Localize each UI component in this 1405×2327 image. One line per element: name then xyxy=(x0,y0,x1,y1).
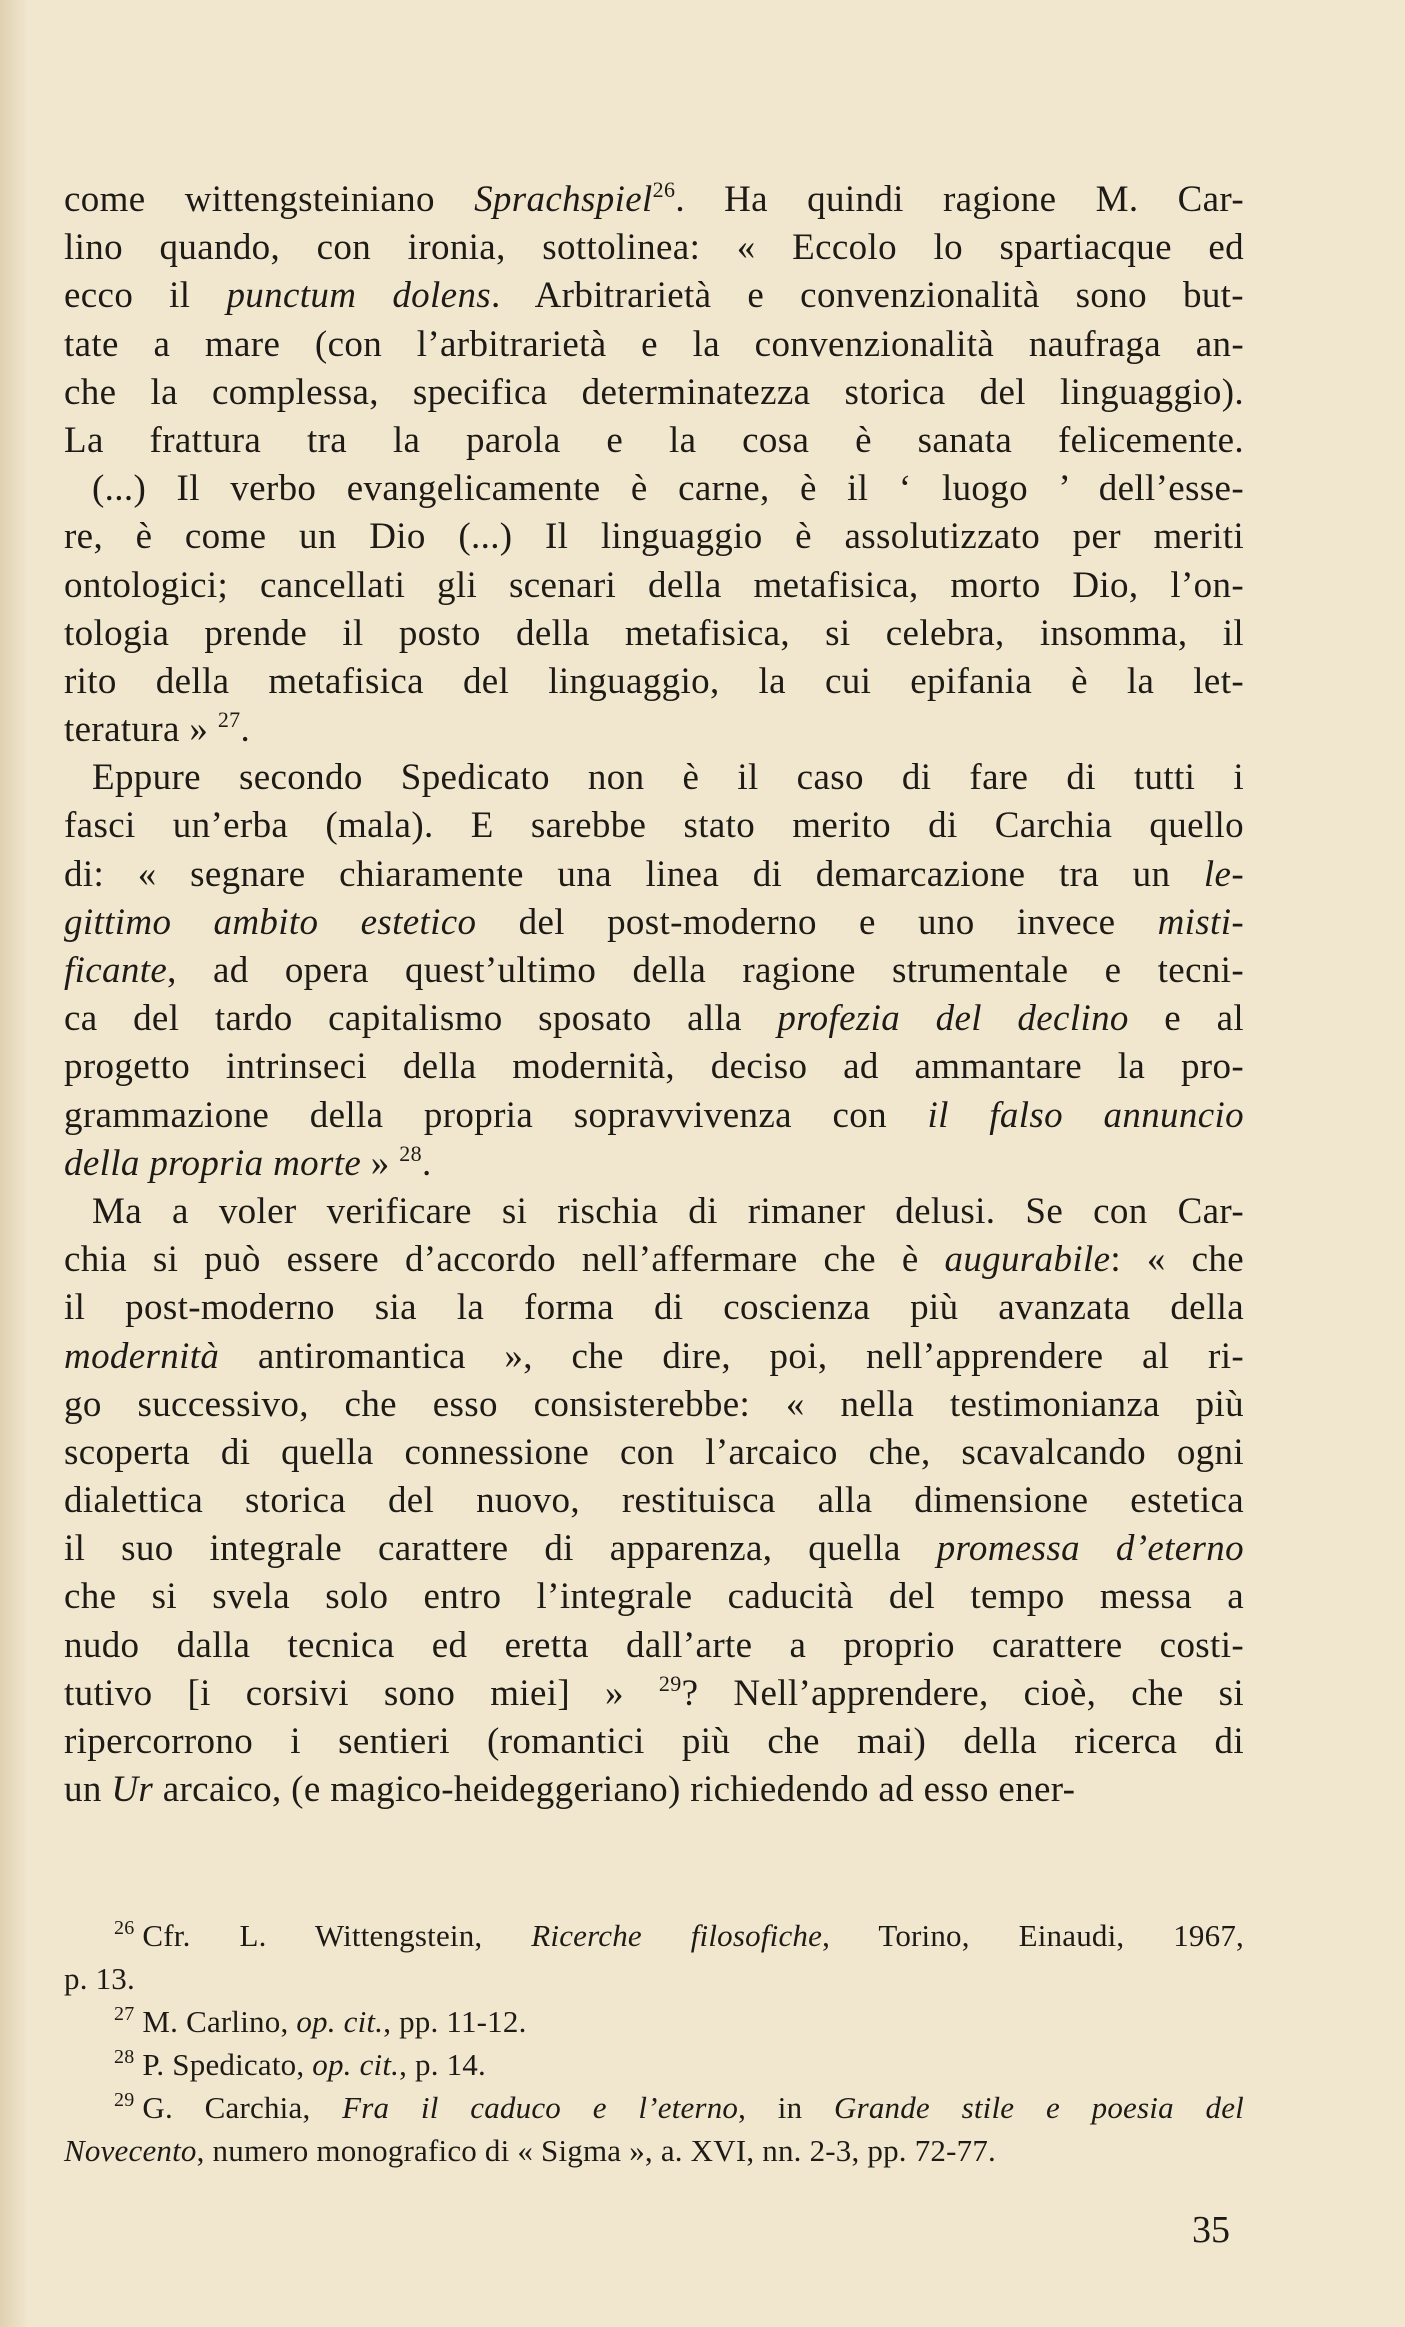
text-run: ecco il xyxy=(64,275,227,317)
text-run: , pp. 11-12. xyxy=(383,2004,527,2039)
text-run: La frattura tra la parola e la cosa è sanata felicemente. xyxy=(64,419,1244,461)
text-line xyxy=(64,1766,1244,1814)
text-run: Cfr. L. Wittengstein, xyxy=(142,1918,532,1953)
text-run: ontologici; cancellati gli scenari della metafisica, morto Dio, l’on- xyxy=(64,564,1244,606)
text-run: che si svela solo entro l’integrale caducità del tempo messa a xyxy=(64,1576,1244,1618)
text-line xyxy=(64,417,1244,465)
text-line xyxy=(64,176,1244,224)
text-run: ? Nell’apprendere, cioè, che si xyxy=(681,1672,1244,1714)
text-run: : « che xyxy=(1110,1239,1244,1281)
text-run: ripercorrono i sentieri (romantici più che mai) della ricerca di xyxy=(64,1721,1244,1762)
text-line xyxy=(64,1284,1244,1332)
text-run: p. 13. xyxy=(64,1961,135,1996)
text-run: progetto intrinseci della modernità, deciso ad ammantare la pro- xyxy=(64,1046,1244,1088)
italic-text: op. cit. xyxy=(312,2047,400,2082)
text-run: teratura » xyxy=(64,709,218,751)
footnote-line xyxy=(64,2000,1244,2043)
text-run: il suo integrale carattere di apparenza, quella xyxy=(64,1528,937,1570)
text-run: Eppure secondo Spedicato non è il caso di fare di tutti i xyxy=(92,757,1244,799)
text-line xyxy=(64,321,1244,369)
text-line xyxy=(64,1573,1244,1621)
text-run: , in xyxy=(738,2090,834,2125)
text-line xyxy=(64,1333,1244,1381)
text-line xyxy=(64,658,1244,706)
footnote-ref: 27 xyxy=(217,707,241,733)
footnote-line xyxy=(64,1957,1244,2000)
italic-text: misti- xyxy=(1157,901,1244,943)
text-run: . xyxy=(240,709,251,751)
text-run: del post-moderno e uno invece xyxy=(476,901,1158,943)
text-run: grammazione della propria sopravvivenza con xyxy=(64,1094,928,1136)
text-line xyxy=(64,513,1244,561)
text-line xyxy=(64,1236,1244,1284)
footnote-line xyxy=(64,2086,1244,2129)
text-run: tologia prende il posto della metafisica, si celebra, insomma, il xyxy=(64,612,1244,654)
italic-text: Novecento xyxy=(64,2133,197,2168)
italic-text: profezia del declino xyxy=(777,998,1129,1040)
text-line xyxy=(64,947,1244,995)
text-run: go successivo, che esso consisterebbe: « nella testimonianza più xyxy=(64,1383,1244,1425)
text-run: P. Spedicato, xyxy=(142,2047,313,2082)
text-run: fasci un’erba (mala). E sarebbe stato merito di Carchia quello xyxy=(64,805,1244,847)
text-run: , p. 14. xyxy=(399,2047,486,2082)
text-run: di: « segnare chiaramente una linea di demarcazione tra un xyxy=(64,853,1204,895)
text-run: , ad opera quest’ultimo della ragione strumentale e tecni- xyxy=(167,950,1244,991)
footnote-ref: 26 xyxy=(652,177,676,202)
text-run: tate a mare (con l’arbitrarietà e la convenzionalità naufraga an- xyxy=(64,323,1244,365)
italic-text: modernità xyxy=(64,1335,220,1377)
text-run: rito della metafisica del linguaggio, la cui epifania è la let- xyxy=(64,660,1244,702)
text-line xyxy=(64,1188,1244,1236)
text-line xyxy=(64,1525,1244,1573)
text-run: re, è come un Dio (...) Il linguaggio è assolutizzato per meriti xyxy=(64,516,1244,558)
text-run: . xyxy=(421,1142,432,1184)
italic-text: della propria morte xyxy=(64,1142,362,1184)
text-run: come wittengsteiniano xyxy=(64,179,475,220)
italic-text: op. cit. xyxy=(296,2004,384,2039)
text-line xyxy=(64,899,1244,947)
text-line xyxy=(64,1477,1244,1525)
paragraph xyxy=(64,176,1244,754)
text-run: scoperta di quella connessione con l’arcaico che, scavalcando ogni xyxy=(64,1431,1244,1473)
text-run: antiromantica », che dire, poi, nell’apprendere al ri- xyxy=(219,1335,1244,1377)
text-run: un xyxy=(64,1769,112,1811)
italic-text: punctum dolens xyxy=(226,275,492,317)
text-line xyxy=(64,465,1244,513)
text-run: chia si può essere d’accordo nell’affermare che è xyxy=(64,1239,945,1281)
text-line xyxy=(64,1429,1244,1477)
italic-text: ficante xyxy=(64,950,168,991)
text-line xyxy=(64,754,1244,802)
text-run: . Arbitrarietà e convenzionalità sono but- xyxy=(491,275,1244,317)
main-text xyxy=(64,176,1244,1814)
footnote-ref: 28 xyxy=(399,1140,422,1166)
text-line xyxy=(64,802,1244,850)
text-run: dialettica storica del nuovo, restituisca alla dimensione estetica xyxy=(64,1480,1244,1522)
text-run: M. Carlino, xyxy=(142,2004,297,2039)
italic-text: Grande stile e poesia del xyxy=(833,2090,1244,2125)
text-run: il post-moderno sia la forma di coscienza più avanzata della xyxy=(64,1287,1244,1329)
italic-text: le- xyxy=(1203,853,1244,895)
text-line xyxy=(64,272,1244,320)
italic-text: Ur xyxy=(111,1769,154,1811)
paragraph xyxy=(64,754,1244,1188)
text-line xyxy=(64,610,1244,658)
text-run: lino quando, con ironia, sottolinea: « Eccolo lo spartiacque ed xyxy=(64,227,1244,269)
text-line xyxy=(64,1670,1244,1718)
italic-text: Fra il caduco e l’eterno xyxy=(342,2090,739,2125)
text-run: (...) Il verbo evangelicamente è carne, è il ‘ luogo ’ dell’esse- xyxy=(92,468,1244,510)
text-run: . Ha quindi ragione M. Car- xyxy=(675,179,1245,220)
text-line xyxy=(64,851,1244,899)
italic-text: augurabile xyxy=(944,1239,1111,1281)
text-line xyxy=(64,995,1244,1043)
text-run: ca del tardo capitalismo sposato alla xyxy=(64,998,778,1040)
footnote-line xyxy=(64,2129,1244,2172)
text-run: e al xyxy=(1128,998,1245,1040)
footnote-number: 27 xyxy=(114,2003,135,2025)
text-line xyxy=(64,1092,1244,1140)
italic-text: promessa d’eterno xyxy=(936,1528,1244,1570)
text-run: nudo dalla tecnica ed eretta dall’arte a proprio carattere costi- xyxy=(64,1624,1244,1666)
italic-text: Sprachspiel xyxy=(474,179,653,220)
footnote-ref: 29 xyxy=(658,1670,682,1696)
footnote-number: 29 xyxy=(114,2089,135,2111)
text-run: che la complessa, specifica determinatezza storica del linguaggio). xyxy=(64,371,1244,413)
text-run: Ma a voler verificare si rischia di rimaner delusi. Se con Car- xyxy=(92,1190,1244,1232)
footnote-line xyxy=(64,2043,1244,2086)
italic-text: Ricerche filosofiche xyxy=(531,1918,823,1953)
text-run: arcaico, (e magico-heideggeriano) richiedendo ad esso ener- xyxy=(153,1769,1076,1811)
text-run: G. Carchia, xyxy=(142,2090,343,2125)
text-line xyxy=(64,1043,1244,1091)
text-run: , Torino, Einaudi, 1967, xyxy=(822,1918,1244,1953)
page-number: 35 xyxy=(1192,2209,1230,2251)
text-run: » xyxy=(361,1142,400,1184)
italic-text: il falso annuncio xyxy=(927,1094,1244,1136)
italic-text: gittimo ambito estetico xyxy=(64,901,477,943)
text-run: , numero monografico di « Sigma », a. XVI, nn. 2-3, pp. 72-77. xyxy=(196,2133,996,2168)
paragraph xyxy=(64,1188,1244,1814)
text-line xyxy=(64,369,1244,417)
text-line xyxy=(64,706,1244,754)
footnote-line xyxy=(64,1914,1244,1957)
text-line xyxy=(64,224,1244,272)
text-run: tutivo [i corsivi sono miei] » xyxy=(64,1672,659,1714)
footnote-number: 28 xyxy=(114,2046,135,2068)
text-line xyxy=(64,1140,1244,1188)
text-line xyxy=(64,1622,1244,1670)
text-line xyxy=(64,1718,1244,1766)
text-line xyxy=(64,562,1244,610)
footnote-number: 26 xyxy=(114,1917,135,1939)
text-line xyxy=(64,1381,1244,1429)
footnotes xyxy=(64,1914,1244,2172)
